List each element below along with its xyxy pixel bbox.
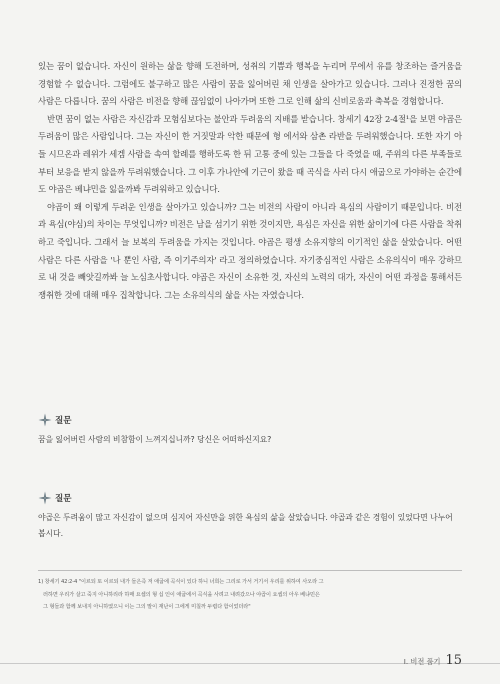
page-footer (404, 653, 462, 668)
page-number: 15 (445, 653, 462, 668)
footnote-line: 1) 창세기 42:2-4 "이르되 또 이르되 내가 들은즉 저 애굽에 곡식이 있다 하니 너희는 그리로 가서 거기서 우리를 위하여 사오라 그 (38, 579, 324, 585)
body-paragraph: 야곱이 왜 이렇게 두려운 인생을 살아가고 있습니까? 그는 비전의 사람이 아니라 욕심의 사람이기 때문입니다. 비전과 욕심(야심)의 차이는 무엇입니까? 비전은 남을 섬기기 위한 것이지만, 욕심은 자신을 위한 삶이기에 다른 사람을 착취하고 죽입니다. 그래서 늘 보복의 두려움을 가지는 것입니다. 야곱은 평생 소유지향의 이기적인 삶을 살았습니다. 어떤 사람은 다른 사람을 '나 뿐인 사람, 즉 이기주의자' 라고 정의하였습니다. 자기중심적인 사람은 소유의식이 매우 강하므로 내 것을 빼앗길까봐 늘 노심초사합니다. 야곱은 자신이 소유한 것, 자신의 노력의 대가, 자신이 어떤 과정을 통해서든 쟁취한 것에 대해 매우 집착합니다. 그는 소유의식의 삶을 사는 자였습니다. (38, 201, 462, 300)
question-text: 야곱은 두려움이 많고 자신감이 없으며 심지어 자신만을 위한 욕심의 삶을 살았습니다. 야곱과 같은 경험이 있었다면 나누어 봅시다. (38, 513, 453, 538)
question-label: 질문 (55, 416, 72, 426)
body-paragraph: 있는 꿈이 없습니다. 자신이 원하는 삶을 향해 도전하며, 성취의 기쁨과 행복을 누리며 무에서 유를 창조하는 즐거움을 경험할 수 없습니다. 그럼에도 불구하고 많은 사람이 꿈을 잃어버린 채 인생을 살아가고 있습니다. 그러나 진정한 꿈의 사람은 다릅니다. 꿈의 사람은 비전을 향해 끊임없이 나아가며 또한 그로 인해 삶의 신비로움과 축복을 경험합니다. (38, 61, 462, 107)
body-paragraph: 반면 꿈이 없는 사람은 자신감과 모험심보다는 불안과 두려움의 지배를 받습니다. 창세기 42장 2-4절¹을 보면 야곱은 두려움이 많은 사람입니다. 그는 자신이 한 거짓말과 악한 때문에 형 에서와 삼촌 라반을 두려워했습니다. 또한 자기 아들 시므온과 레위가 세겜 사람을 속여 할례를 행하도록 한 뒤 고통 중에 있는 그들을 다 죽였을 때, 주위의 다른 부족들로부터 보응을 받지 않을까 두려워했습니다. 그 이후 가나안에 기근이 왔을 때 곡식을 사러 다시 애굽으로 가야하는 순간에도 야곱은 베냐민을 잃을까봐 두려워하고 있습니다. (38, 113, 462, 195)
question-header (38, 490, 462, 506)
question-header (38, 412, 462, 428)
footnote-divider (38, 570, 462, 571)
body-text (38, 58, 462, 304)
running-head: Ⅰ. 비전 품기 (403, 657, 441, 666)
question-block (38, 412, 462, 448)
question-block (38, 490, 462, 542)
question-text: 꿈을 잃어버린 사람의 비참함이 느껴지십니까? 당신은 어떠하신지요? (38, 435, 272, 444)
footnote (38, 576, 466, 614)
sparkle-icon (38, 413, 52, 427)
question-label: 질문 (55, 494, 72, 504)
footnote-line: 러하면 우리가 살고 죽지 아니하리라 하매 요셉의 형 십 인이 애굽에서 곡식을 사려고 내려갔으나 야곱이 요셉의 아우 베냐민은 (43, 591, 320, 598)
footnote-line: 그 형들과 함께 보내지 아니하였으니 이는 그의 말이 재난이 그에게 미칠까 두렵다 함이었더라" (43, 604, 251, 610)
sparkle-icon (38, 491, 52, 505)
